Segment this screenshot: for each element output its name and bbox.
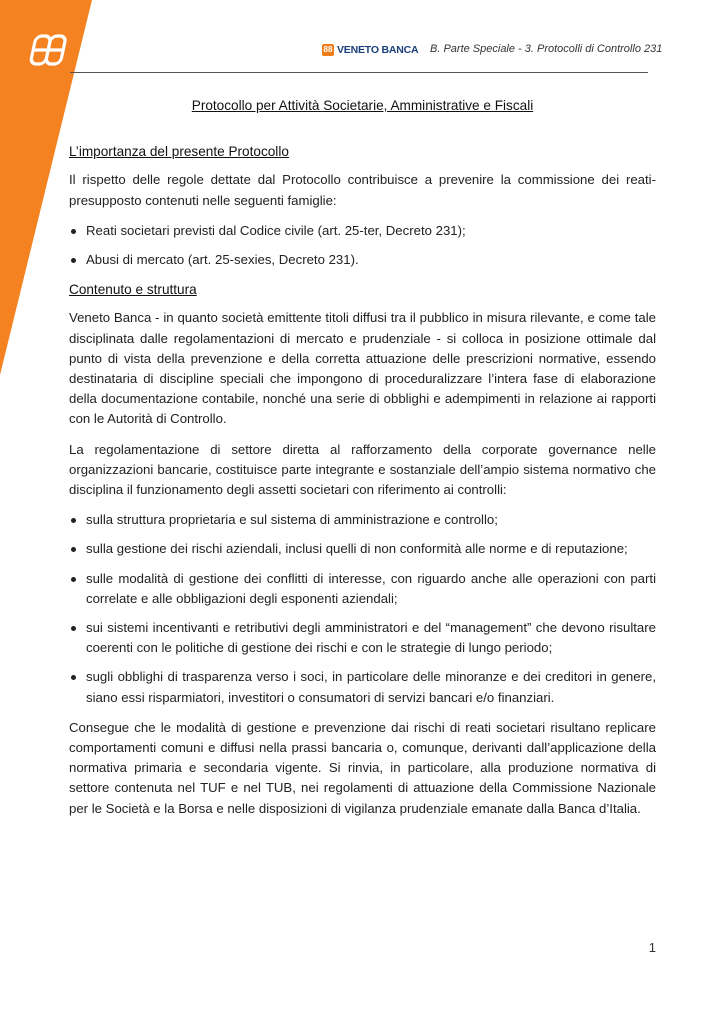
header-divider <box>70 72 648 73</box>
section-heading-content: Contenuto e struttura <box>69 282 197 298</box>
paragraph: Consegue che le modalità di gestione e prevenzione dai rischi di reati societari risultano replicare comportamenti comuni e diffusi nella prassi bancaria o, comunque, derivanti dall’applicazione della normativa primaria e secondaria vigente. Si rinvia, in particolare, alla produzione normativa di settore contenuta nel TUF e nel TUB, nei regolamenti di attuazione della Commissione Nazionale per le Società e la Borsa e nelle disposizioni di vigilanza prudenziale emanate dalla Banca d’Italia. <box>69 719 656 816</box>
header-brand-logo <box>322 43 418 57</box>
document-title: Protocollo per Attività Societarie, Amministrative e Fiscali <box>191 98 534 113</box>
document-body <box>69 96 656 829</box>
brand-name: VENETO BANCA <box>337 44 419 56</box>
list-item: Abusi di mercato (art. 25-sexies, Decreto 231). <box>69 250 656 270</box>
list-item: sulla gestione dei rischi aziendali, inclusi quelli di non conformità alle norme e di reputazione; <box>69 539 656 559</box>
paragraph: La regolamentazione di settore diretta al rafforzamento della corporate governance nelle organizzazioni bancarie, costituisce parte integrante e sostanziale dell’ampio sistema normativo che disciplina il funzionamento degli assetti societari con riferimento ai controlli: <box>69 441 656 498</box>
list-item: sui sistemi incentivanti e retributivi degli amministratori e del “management” che devono risultare coerenti con le politiche di gestione dei rischi e con le strategie di lungo periodo; <box>69 618 656 658</box>
paragraph-intro: Il rispetto delle regole dettate dal Protocollo contribuisce a prevenire la commissione dei reati-presupposto contenuti nelle seguenti famiglie: <box>69 172 656 208</box>
offence-families-list <box>69 221 656 270</box>
list-item: sugli obblighi di trasparenza verso i soci, in particolare delle minoranze e dei creditori in genere, siano essi risparmiatori, investitori o consumatori di servizi bancari e/o finanziari. <box>69 667 656 707</box>
section-heading-importance: L’importanza del presente Protocollo <box>69 144 289 160</box>
brand-mark-icon: 88 <box>323 45 333 54</box>
controls-list <box>69 510 656 708</box>
paragraph: Veneto Banca - in quanto società emittente titoli diffusi tra il pubblico in misura rilevante, e come tale disciplinata dalle regolamentazioni di mercato e prudenziale - si colloca in posizione ottimale dal punto di vista della prevenzione e della corretta attuazione delle prescrizioni normative, essendo destinataria di discipline speciali che impongono di proceduralizzare l’intera fase di elaborazione della documentazione contabile, nonché una serie di obblighi e adempimenti in relazione ai rapporti con le Autorità di Controllo. <box>69 310 656 427</box>
list-item: sulla struttura proprietaria e sul sistema di amministrazione e controllo; <box>69 510 656 530</box>
list-item: sulle modalità di gestione dei conflitti di interesse, con riguardo anche alle operazioni con parti correlate e alle obbligazioni degli esponenti aziendali; <box>69 569 656 609</box>
list-item: Reati societari previsti dal Codice civile (art. 25-ter, Decreto 231); <box>69 221 656 241</box>
header-reference: B. Parte Speciale - 3. Protocolli di Controllo 231 <box>430 43 663 55</box>
page-number: 1 <box>648 940 656 955</box>
